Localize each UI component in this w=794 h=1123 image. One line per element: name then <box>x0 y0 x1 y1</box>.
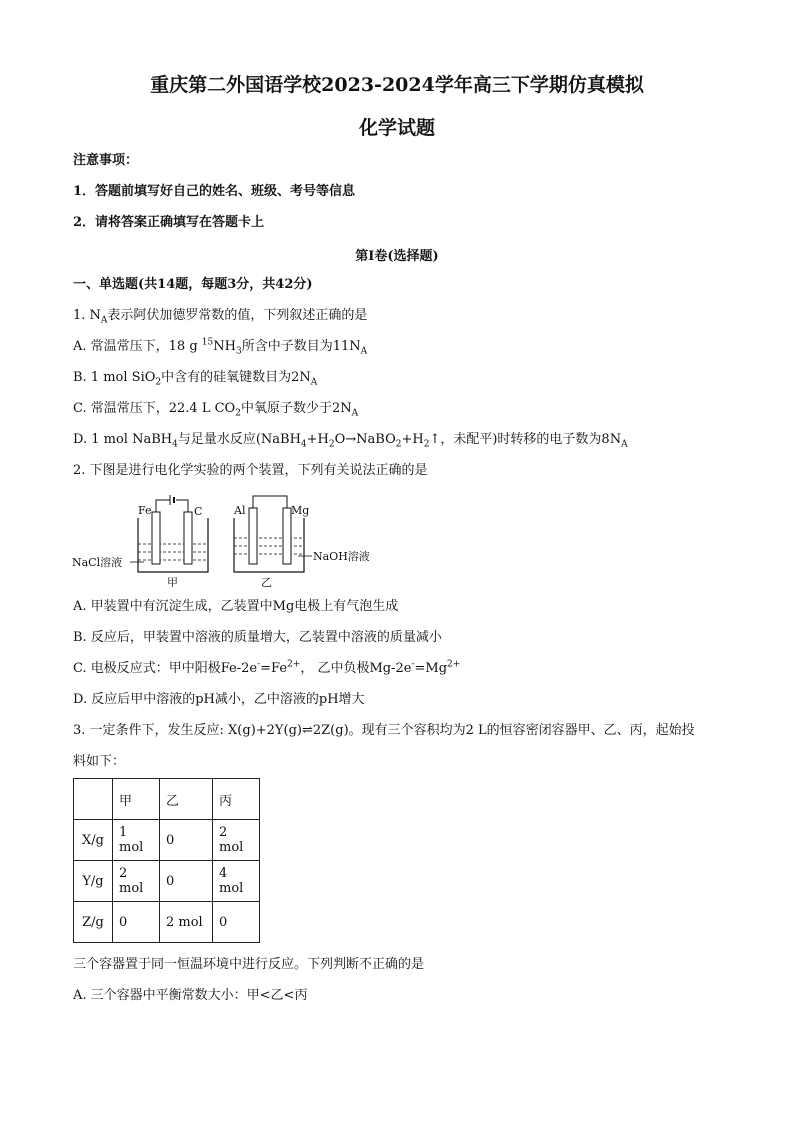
notice-item-2: 2．请将答案正确填写在答题卡上 <box>73 215 265 230</box>
table-cell: 1 mol <box>113 820 160 861</box>
table-row <box>74 902 260 943</box>
exam-title: 重庆第二外国语学校2023-2024学年高三下学期仿真模拟 <box>150 74 644 96</box>
q1-option-c: C. 常温常压下，22.4 L $CO_2$中氧原子数少于$2N_A$ <box>73 401 359 419</box>
label-nacl-solution: NaCl溶液 <box>72 556 123 569</box>
q3-stem-line2: 料如下： <box>73 754 126 769</box>
label-c: C <box>194 505 203 518</box>
table-cell: 0 <box>213 902 260 943</box>
q2-option-c: C. 电极反应式：甲中阳极$Fe-2e^-=Fe^{2+}$， 乙中负极$Mg-2e^-=Mg^{2+}$ <box>73 659 461 676</box>
table-cell: 2 mol <box>160 902 213 943</box>
electrochemistry-apparatus-diagram <box>72 492 382 590</box>
initial-amounts-table <box>73 778 260 943</box>
label-mg: Mg <box>291 504 310 517</box>
table-cell: Y/g <box>74 861 113 902</box>
exam-subject: 化学试题 <box>358 117 435 139</box>
table-header-cell: 丙 <box>213 779 260 820</box>
notice-item-1: 1．答题前填写好自己的姓名、班级、考号等信息 <box>73 184 356 199</box>
q1-stem: 1. $N_A$表示阿伏加德罗常数的值，下列叙述正确的是 <box>73 308 368 326</box>
table-header-row <box>74 779 260 820</box>
label-yi: 乙 <box>261 576 272 589</box>
table-cell: 0 <box>160 820 213 861</box>
table-cell: Z/g <box>74 902 113 943</box>
part-title: 第Ⅰ卷(选择题) <box>355 249 439 264</box>
table-header-cell <box>74 779 113 820</box>
table-cell: 2 mol <box>113 861 160 902</box>
table-header-cell: 甲 <box>113 779 160 820</box>
q2-option-a: A. 甲装置中有沉淀生成，乙装置中Mg电极上有气泡生成 <box>73 599 399 614</box>
q3-option-a: A. 三个容器中平衡常数大小：甲<乙<丙 <box>73 988 308 1003</box>
section-heading: 一、单选题(共14题，每题3分，共42分) <box>73 277 313 292</box>
q3-after-table: 三个容器置于同一恒温环境中进行反应。下列判断不正确的是 <box>73 957 425 972</box>
label-fe: Fe <box>138 504 152 517</box>
table-cell: 0 <box>160 861 213 902</box>
notice-heading: 注意事项： <box>73 153 139 168</box>
label-jia: 甲 <box>167 576 178 589</box>
q3-stem-line1: 3. 一定条件下，发生反应: X(g)+2Y(g)⇌2Z(g)。现有三个容积均为2 L的恒容密闭容器甲、乙、丙，起始投 <box>73 723 695 738</box>
table-row <box>74 820 260 861</box>
q1-option-a: A. 常温常压下，18 g $^{15}NH_3$所含中子数目为$11N_A$ <box>73 337 368 357</box>
q2-option-d: D. 反应后甲中溶液的pH减小，乙中溶液的pH增大 <box>73 692 365 707</box>
table-cell: X/g <box>74 820 113 861</box>
q1-option-d: D. 1 mol NaBH$_4$与足量水反应($NaBH_4+H_2O\to NaBO_2+H_2↑$，未配平)时转移的电子数为$8N_A$ <box>73 432 628 450</box>
table-cell: 0 <box>113 902 160 943</box>
q1-option-b: B. 1 mol SiO$_2$中含有的硅氧键数目为$2N_A$ <box>73 370 318 388</box>
q2-option-b: B. 反应后，甲装置中溶液的质量增大，乙装置中溶液的质量减小 <box>73 630 442 645</box>
q2-stem: 2. 下图是进行电化学实验的两个装置，下列有关说法正确的是 <box>73 463 428 478</box>
table-header-cell: 乙 <box>160 779 213 820</box>
label-al: Al <box>234 504 246 517</box>
label-naoh-solution: NaOH溶液 <box>313 550 370 563</box>
table-row <box>74 861 260 902</box>
table-cell: 2 mol <box>213 820 260 861</box>
table-cell: 4 mol <box>213 861 260 902</box>
